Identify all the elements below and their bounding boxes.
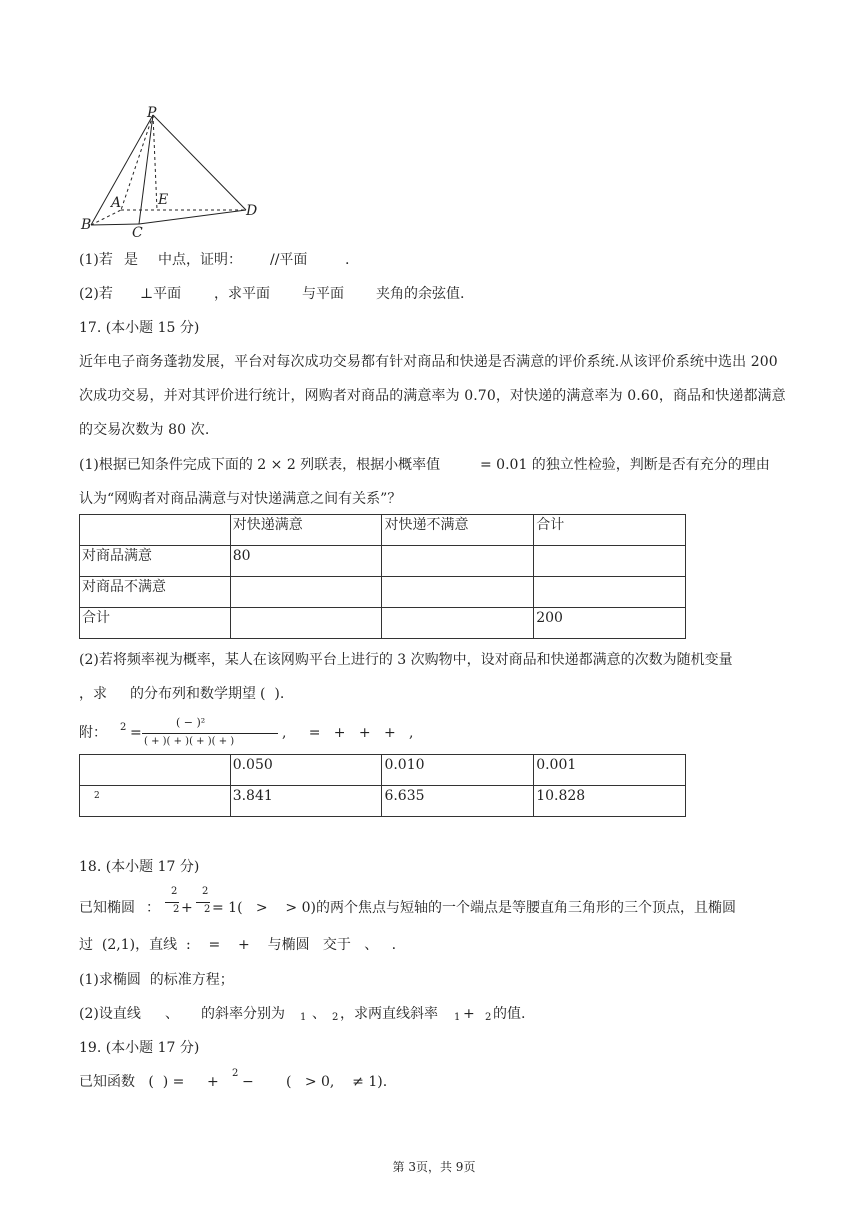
edge-PC [139, 115, 153, 224]
table-cell: 2 [80, 786, 231, 817]
table-cell: 对商品不满意 [80, 577, 231, 608]
table-cell: 200 [534, 608, 686, 639]
label-E: E [158, 192, 169, 208]
q16-p1-b: 是 [124, 252, 138, 268]
q18-p2g: ，求两直线斜率 [340, 1006, 438, 1022]
q18-sub3: 1 [454, 1012, 461, 1023]
table-cell: 对快递不满意 [382, 515, 534, 546]
edge-CD [139, 210, 246, 224]
table-cell: 3.841 [230, 786, 382, 817]
chi-sq-superscript: 2 [120, 722, 127, 733]
table-cell: 6.635 [382, 786, 534, 817]
table-row [80, 608, 686, 639]
q18-frac1-den: 2 [173, 904, 180, 915]
q17-header: 17. (本小题 15 分) [79, 320, 200, 336]
table-cell: 对快递满意 [230, 515, 382, 546]
q16-p2-c: ，求平面 [214, 286, 270, 302]
q19-line1b: + [207, 1074, 219, 1090]
label-A: A [111, 195, 122, 211]
table-cell [382, 546, 534, 577]
label-C: C [132, 225, 143, 241]
q16-p1-d: //平面 [270, 252, 308, 268]
table-cell [80, 515, 231, 546]
table-cell: 0.050 [230, 755, 382, 786]
q18-sub4: 2 [485, 1012, 492, 1023]
q16-p2-b: ⊥平面 [140, 286, 182, 302]
q18-sub1: 1 [300, 1012, 307, 1023]
table-cell: 0.010 [382, 755, 534, 786]
label-D: D [246, 203, 258, 219]
q18-p2b: 、 [165, 1006, 179, 1022]
q16-p1-e: . [345, 252, 350, 268]
fraction-bar [165, 902, 179, 903]
q19-sup: 2 [232, 1068, 239, 1079]
q19-line1a: 已知函数 ( ) = [79, 1074, 185, 1090]
formula-denominator: ( + )( + )( + )( + ) [144, 736, 235, 747]
q17-intro: 近年电子商务蓬勃发展，平台对每次成功交易都有针对商品和快递是否满意的评价系统.从该评价系统中选出 200 次成功交易，并对其评价进行统计，网购者对商品的满意率为 0.70，对快递的满意率为 0.60，商品和快递都满意的交易次数为 80 次. [79, 354, 786, 438]
table-cell: 10.828 [534, 786, 686, 817]
fraction-bar [196, 902, 210, 903]
formula-tail: , = + + + , [282, 725, 414, 741]
label-B: B [81, 217, 92, 233]
table-cell: 0.001 [534, 755, 686, 786]
q18-plus: + [181, 900, 193, 916]
q16-p1-a: (1)若 [79, 252, 113, 268]
q16-p2-e: 夹角的余弦值. [376, 286, 465, 302]
table-header-row [80, 515, 686, 546]
label-P: P [147, 105, 157, 121]
q16-p2-a: (2)若 [79, 286, 113, 302]
q16-p2-d: 与平面 [302, 286, 344, 302]
q18-p2c: 的斜率分别为 [201, 1006, 285, 1022]
table-cell: 合计 [534, 515, 686, 546]
q18-p2a: (2)设直线 [79, 1006, 141, 1022]
q18-p2k: 的值. [493, 1006, 526, 1022]
table-cell [230, 608, 382, 639]
table-cell: 合计 [80, 608, 231, 639]
q18-p2e: 、 [312, 1006, 326, 1022]
q18-p2i: + [463, 1006, 475, 1022]
q17-p2-line1: (2)若将频率视为概率，某人在该网购平台上进行的 3 次购物中，设对商品和快递都满意的次数为随机变量 [79, 652, 733, 668]
q17-p1-line1a: (1)根据已知条件完成下面的 2 × 2 列联表，根据小概率值 [79, 457, 441, 473]
table-cell [534, 546, 686, 577]
table-row [80, 577, 686, 608]
q17-p2-line2c: ( ). [260, 686, 285, 702]
q17-p2-line2a: ，求 [79, 686, 107, 702]
table-cell [80, 755, 231, 786]
q18-frac2-den: 2 [204, 904, 211, 915]
pyramid-figure [75, 100, 275, 245]
edge-PE [153, 115, 157, 210]
q18-p1: (1)求椭圆 的标准方程； [79, 972, 234, 988]
q18-sub2: 2 [332, 1012, 339, 1023]
q19-header: 19. (本小题 17 分) [79, 1040, 200, 1056]
table-cell [230, 577, 382, 608]
appendix-label: 附： [79, 725, 107, 741]
q18-frac2-num: 2 [202, 886, 209, 897]
fraction-bar [142, 733, 278, 734]
q18-frac1-num: 2 [171, 886, 178, 897]
q18-header: 18. (本小题 17 分) [79, 859, 200, 875]
table-cell [382, 577, 534, 608]
q17-p2-line2b: 的分布列和数学期望 [130, 686, 256, 702]
formula-numerator: ( − )² [176, 716, 206, 729]
q16-p1-c: 中点，证明： [158, 252, 242, 268]
formula-eq: = [130, 725, 142, 741]
table-cell [534, 577, 686, 608]
contingency-table [79, 514, 686, 639]
critical-values-table [79, 754, 686, 817]
q18-line1b: ： [146, 900, 160, 916]
q17-p1-line2: 认为“网购者对商品满意与对快递满意之间有关系”？ [79, 491, 402, 507]
q17-p1-line1b: = 0.01 的独立性检验，判断是否有充分的理由 [480, 457, 770, 473]
table-cell: 80 [230, 546, 382, 577]
page-footer: 第 3页，共 9页 [392, 1160, 476, 1174]
q18-line2: 过 (2,1)，直线 : = + 与椭圆 交于 、 . [79, 937, 397, 953]
q19-line1d: − [242, 1074, 254, 1090]
table-row [80, 755, 686, 786]
q19-line1e: ( > 0, ≠ 1). [286, 1074, 388, 1090]
table-row [80, 786, 686, 817]
table-row [80, 546, 686, 577]
q18-line1c: = 1( > > 0)的两个焦点与短轴的一个端点是等腰直角三角形的三个顶点，且椭圆 [212, 900, 736, 916]
table-cell: 对商品满意 [80, 546, 231, 577]
q18-line1a: 已知椭圆 [79, 900, 135, 916]
table-cell [382, 608, 534, 639]
